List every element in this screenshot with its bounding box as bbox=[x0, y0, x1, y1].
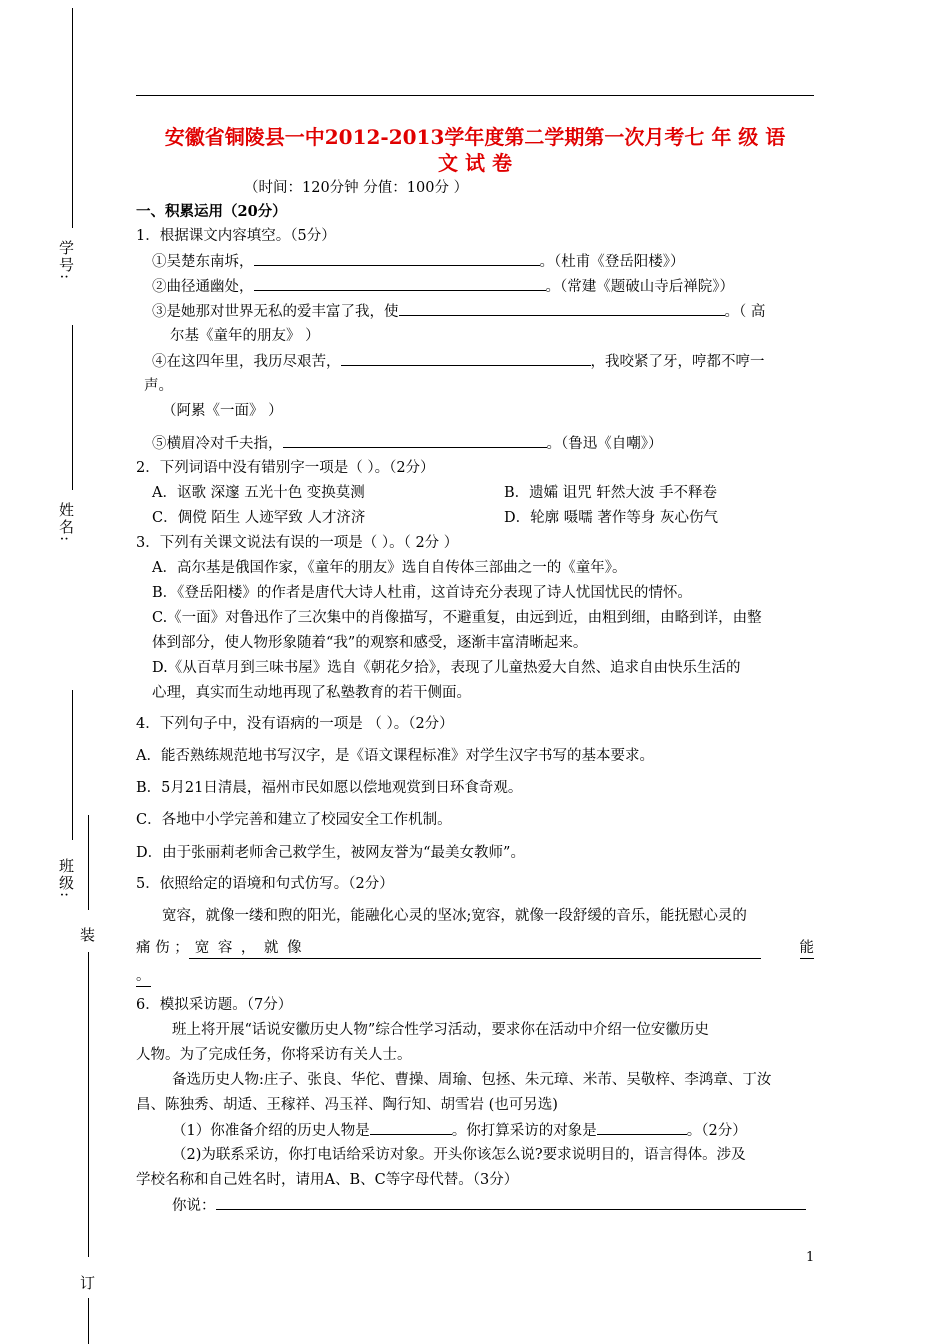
margin-line-3 bbox=[72, 690, 73, 840]
exam-title-line2: 文 试 卷 bbox=[438, 151, 512, 175]
q2-stem: 2．下列词语中没有错别字一项是（ ）。（2分） bbox=[136, 460, 435, 476]
q6-para1-line2: 人物。为了完成任务，你将采访有关人士。 bbox=[136, 1047, 412, 1063]
q1-item-c bbox=[152, 301, 765, 322]
q1-item-a bbox=[152, 251, 685, 272]
q1-a-source: 。（杜甫《登岳阳楼》） bbox=[539, 254, 685, 270]
q6-interviewee-blank[interactable] bbox=[597, 1120, 687, 1135]
q5-text-line3: 。 bbox=[136, 966, 151, 987]
q3-option-d-line1: D.《从百草月到三味书屋》选自《朝花夕拾》，表现了儿童热爱大自然、追求自由快乐生活的 bbox=[152, 660, 741, 676]
q6-say-label: 你说： bbox=[172, 1198, 216, 1214]
q1-item-b bbox=[152, 276, 734, 297]
class-label: 班级: bbox=[57, 858, 75, 900]
q6-answer-blank[interactable] bbox=[216, 1195, 806, 1210]
q6-sub1-text: （1）你准备介绍的历史人物是 bbox=[172, 1123, 370, 1139]
q2-option-a: A．讴歌 深邃 五光十色 变换莫测 bbox=[152, 485, 365, 501]
q3-option-b: B．《登岳阳楼》的作者是唐代大诗人杜甫，这首诗充分表现了诗人忧国忧民的情怀。 bbox=[152, 585, 692, 601]
q6-para2-line1: 备选历史人物:庄子、张良、华佗、曹操、周瑜、包拯、朱元璋、米芾、吴敬梓、李鸿章、丁汝 bbox=[172, 1072, 772, 1088]
q4-option-a: A．能否熟练规范地书写汉字，是《语文课程标准》对学生汉字书写的基本要求。 bbox=[136, 748, 654, 764]
q1-c-text: ③是她那对世界无私的爱丰富了我，使 bbox=[152, 304, 399, 320]
q5-text-line1: 宽容，就像一缕和煦的阳光，能融化心灵的坚冰;宽容，就像一段舒缓的音乐，能抚慰心灵的 bbox=[162, 908, 747, 924]
q3-option-c-line2: 体到部分，使人物形象随着“我”的观察和感受，逐渐丰富清晰起来。 bbox=[152, 635, 588, 651]
exam-title-line1: 安徽省铜陵县一中2012-2013学年度第二学期第一次月考七 年 级 语 bbox=[164, 125, 786, 149]
q1-d-blank[interactable] bbox=[341, 351, 591, 366]
q5-prompt-text: 宽 容 ， 就 像 bbox=[194, 940, 304, 956]
q6-sub1 bbox=[172, 1120, 747, 1141]
q1-b-text: ②曲径通幽处， bbox=[152, 279, 254, 295]
bind-char: 装 bbox=[80, 926, 96, 944]
margin-line-4 bbox=[88, 815, 89, 910]
q1-item-e bbox=[152, 433, 663, 454]
q5-prompt-underlined[interactable] bbox=[189, 938, 761, 959]
q1-c-blank[interactable] bbox=[399, 301, 725, 316]
q6-para2-line2: 昌、陈独秀、胡适、王稼祥、冯玉祥、陶行知、胡雪岩 (也可另选) bbox=[136, 1097, 558, 1113]
q6-sub1-score: 。（2分） bbox=[686, 1123, 747, 1139]
q6-answer-line bbox=[172, 1195, 806, 1216]
q1-item-c-cont: 尔基《童年的朋友》 ） bbox=[170, 328, 320, 344]
q1-b-blank[interactable] bbox=[254, 276, 546, 291]
q3-option-c-line1: C.《一面》对鲁迅作了三次集中的肖像描写，不避重复，由远到近，由粗到细，由略到详，由整 bbox=[152, 610, 762, 626]
q2-option-d: D．轮廓 嗫嚅 著作等身 灰心伤气 bbox=[504, 510, 718, 526]
q1-b-source: 。（常建《题破山寺后禅院》） bbox=[545, 279, 734, 295]
q1-d-text: ④在这四年里，我历尽艰苦， bbox=[152, 354, 341, 370]
q5-text-start: 痛 伤 ； bbox=[136, 940, 189, 956]
section-heading: 一、积累运用（20分） bbox=[136, 203, 287, 220]
q1-d-text-after: ，我咬紧了牙，哼都不哼一 bbox=[590, 354, 765, 370]
q6-sub2-line1: （2)为联系采访，你打电话给采访对象。开头你该怎么说?要求说明目的，语言得体。涉及 bbox=[172, 1147, 746, 1163]
page-number: 1 bbox=[806, 1250, 815, 1265]
margin-line-2 bbox=[72, 325, 73, 490]
q1-e-source: 。（鲁迅《自嘲》） bbox=[546, 436, 663, 452]
q6-sub2-line2: 学校名称和自己姓名时，请用A、B、C等字母代替。（3分） bbox=[136, 1172, 519, 1188]
q1-stem: 1．根据课文内容填空。（5分） bbox=[136, 228, 336, 244]
q3-option-d-line2: 心理，真实而生动地再现了私塾教育的若干侧面。 bbox=[152, 685, 471, 701]
q1-c-source: 。（ 高 bbox=[724, 304, 766, 320]
q1-e-blank[interactable] bbox=[283, 433, 547, 448]
q4-option-b: B．5月21日清晨，福州市民如愿以偿地观赏到日环食奇观。 bbox=[136, 780, 523, 796]
q5-stem: 5．依照给定的语境和句式仿写。（2分） bbox=[136, 876, 394, 892]
q1-a-text: ①吴楚东南坼， bbox=[152, 254, 254, 270]
margin-line-6 bbox=[88, 1298, 89, 1344]
q3-option-a: A．高尔基是俄国作家，《童年的朋友》选自自传体三部曲之一的《童年》。 bbox=[152, 560, 627, 576]
exam-info: （时间：120分钟 分值：100分 ） bbox=[244, 180, 469, 196]
q2-option-b: B．遗孀 诅咒 轩然大波 手不释卷 bbox=[504, 485, 717, 501]
q6-figure-blank[interactable] bbox=[370, 1120, 452, 1135]
q2-option-c: C．倜傥 陌生 人迹罕致 人才济济 bbox=[152, 510, 366, 526]
student-id-label: 学号: bbox=[57, 240, 75, 282]
q6-stem: 6．模拟采访题。（7分） bbox=[136, 997, 293, 1013]
q3-stem: 3．下列有关课文说法有误的一项是（ ）。（ 2分 ） bbox=[136, 535, 459, 551]
q6-sub1-mid: 。你打算采访的对象是 bbox=[451, 1123, 597, 1139]
q1-item-d-source: （阿累《一面》 ） bbox=[162, 403, 283, 419]
name-label: 姓名: bbox=[57, 502, 75, 544]
margin-line-top bbox=[72, 8, 73, 228]
q4-stem: 4．下列句子中，没有语病的一项是 （ ）。（2分） bbox=[136, 716, 454, 732]
margin-line-5 bbox=[88, 952, 89, 1257]
q4-option-c: C．各地中小学完善和建立了校园安全工作机制。 bbox=[136, 812, 452, 828]
q1-e-text: ⑤横眉冷对千夫指， bbox=[152, 436, 283, 452]
q5-text-line2 bbox=[136, 938, 814, 959]
q1-a-blank[interactable] bbox=[254, 251, 540, 266]
q1-item-d bbox=[152, 351, 765, 372]
header-rule bbox=[136, 95, 814, 96]
q5-text-end: 能 bbox=[800, 938, 815, 959]
q4-option-d: D．由于张丽莉老师舍己救学生，被网友誉为“最美女教师”。 bbox=[136, 845, 525, 861]
order-char: 订 bbox=[80, 1274, 96, 1292]
q6-para1-line1: 班上将开展“话说安徽历史人物”综合性学习活动，要求你在活动中介绍一位安徽历史 bbox=[172, 1022, 709, 1038]
q1-item-d-cont: 声。 bbox=[144, 378, 173, 394]
